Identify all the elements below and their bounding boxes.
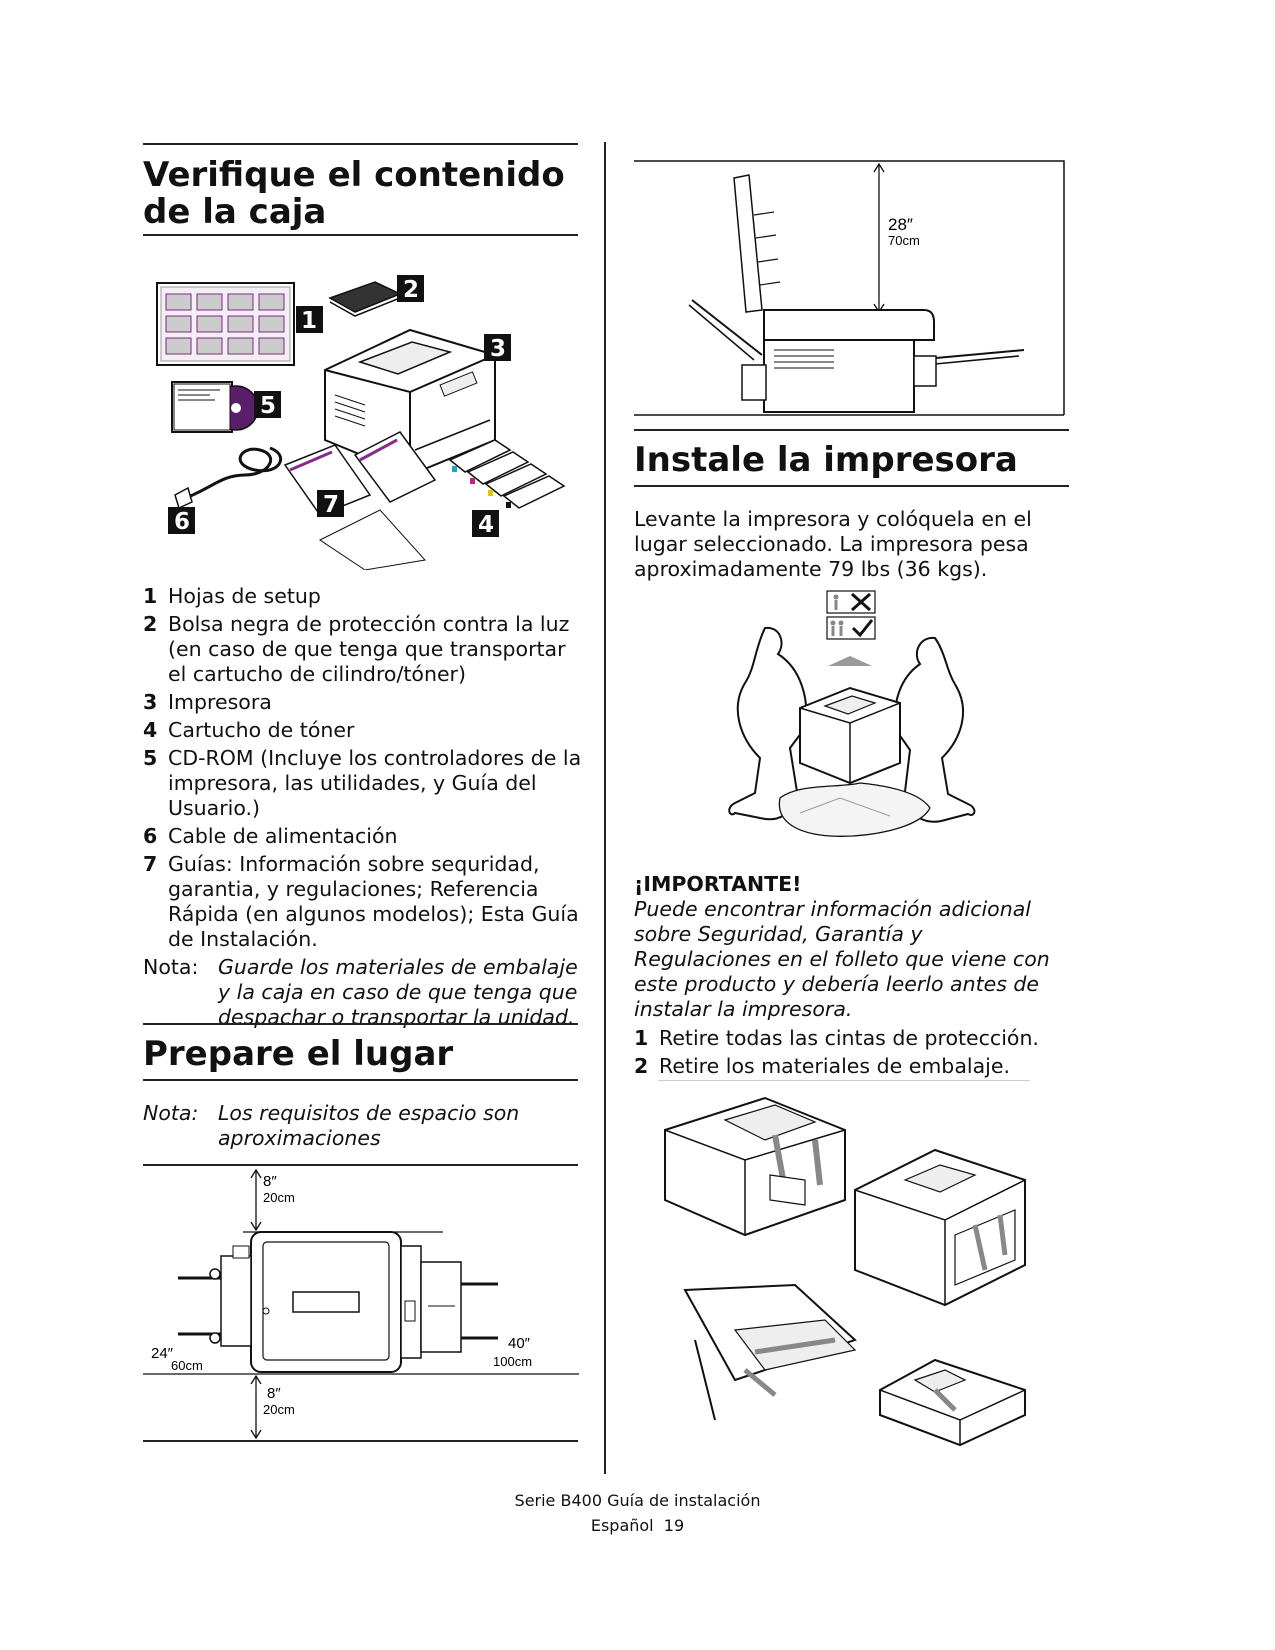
two-person-lift-illustration: [720, 588, 980, 853]
list-item: 3 Impresora: [143, 690, 272, 714]
callout-7: 7: [323, 492, 340, 518]
install-intro: Levante la impresora y colóquela en el lugar seleccionado. La impresora pesa aproximadamente 79 lbs (36 kgs).: [634, 507, 1032, 581]
callout-4: 4: [478, 512, 495, 538]
section-rule: [143, 1023, 578, 1025]
list-item: 2 Retire los materiales de embalaje.: [634, 1054, 1010, 1078]
dim-top-in: 8″: [263, 1173, 277, 1190]
dim-left-cm: 60cm: [171, 1358, 203, 1373]
side-clearance-diagram: [634, 160, 1070, 418]
callout-2: 2: [403, 277, 420, 303]
dim-left-in: 24″: [151, 1345, 173, 1362]
contents-list: [143, 584, 583, 952]
section-title-site: Prepare el lugar: [143, 1034, 454, 1074]
list-item: 7 Guías: Información sobre sequridad, garantia, y regulaciones; Referencia Rápida (en algunos modelos); Esta Guía de Instalación.: [143, 852, 579, 951]
list-item: 6 Cable de alimentación: [143, 824, 398, 848]
footer-title: Serie B400 Guía de instalación: [514, 1491, 761, 1510]
section-title-contents: Verifique el contenido de la caja: [143, 155, 565, 232]
dim-bottom-in: 8″: [267, 1385, 281, 1402]
callout-6: 6: [174, 509, 191, 535]
install-steps: [634, 1026, 1064, 1079]
space-requirements-diagram: [143, 1166, 579, 1441]
section-rule: [634, 485, 1069, 487]
dim-top-cm: 20cm: [263, 1190, 295, 1205]
side-height-cm: 70cm: [888, 233, 920, 248]
list-item: 2 Bolsa negra de protección contra la luz (en caso de que tenga que transportar el cartucho de cilindro/tóner): [143, 612, 570, 686]
callout-5: 5: [260, 393, 277, 419]
section-rule: [143, 1440, 578, 1442]
thin-divider: [658, 1080, 1030, 1081]
section-rule: [143, 234, 578, 236]
list-item: 1 Hojas de setup: [143, 584, 321, 608]
list-item: 1 Retire todas las cintas de protección.: [634, 1026, 1039, 1050]
column-divider: [604, 142, 606, 1474]
dim-bottom-cm: 20cm: [263, 1402, 295, 1417]
packaging-note: Nota: Guarde los materiales de embalaje y la caja en caso de que tenga que despachar o transportar la unidad.: [143, 955, 578, 1029]
dim-right-in: 40″: [508, 1335, 530, 1352]
footer-page-number: Español 19: [590, 1516, 685, 1535]
section-rule-top: [143, 143, 578, 145]
section-rule: [634, 429, 1069, 431]
callout-1: 1: [301, 308, 318, 334]
important-title: ¡IMPORTANTE!: [634, 872, 802, 896]
dim-right-cm: 100cm: [493, 1354, 533, 1369]
section-title-install: Instale la impresora: [634, 440, 1018, 480]
list-item: 5 CD-ROM (Incluye los controladores de la impresora, las utilidades, y Guía del Usuario.): [143, 746, 582, 820]
space-note: Nota: Los requisitos de espacio son aproximaciones: [143, 1101, 520, 1150]
packaging-removal-illustrations: [655, 1090, 1035, 1450]
list-item: 4 Cartucho de tóner: [143, 718, 355, 742]
important-text: Puede encontrar información adicional sobre Seguridad, Garantía y Regulaciones en el folleto que viene con este producto y debería leerlo antes de instalar la impresora.: [634, 897, 1050, 1021]
box-contents-illustration: [150, 270, 570, 570]
side-height-in: 28″: [888, 215, 913, 234]
section-rule: [143, 1079, 578, 1081]
callout-3: 3: [490, 336, 507, 362]
